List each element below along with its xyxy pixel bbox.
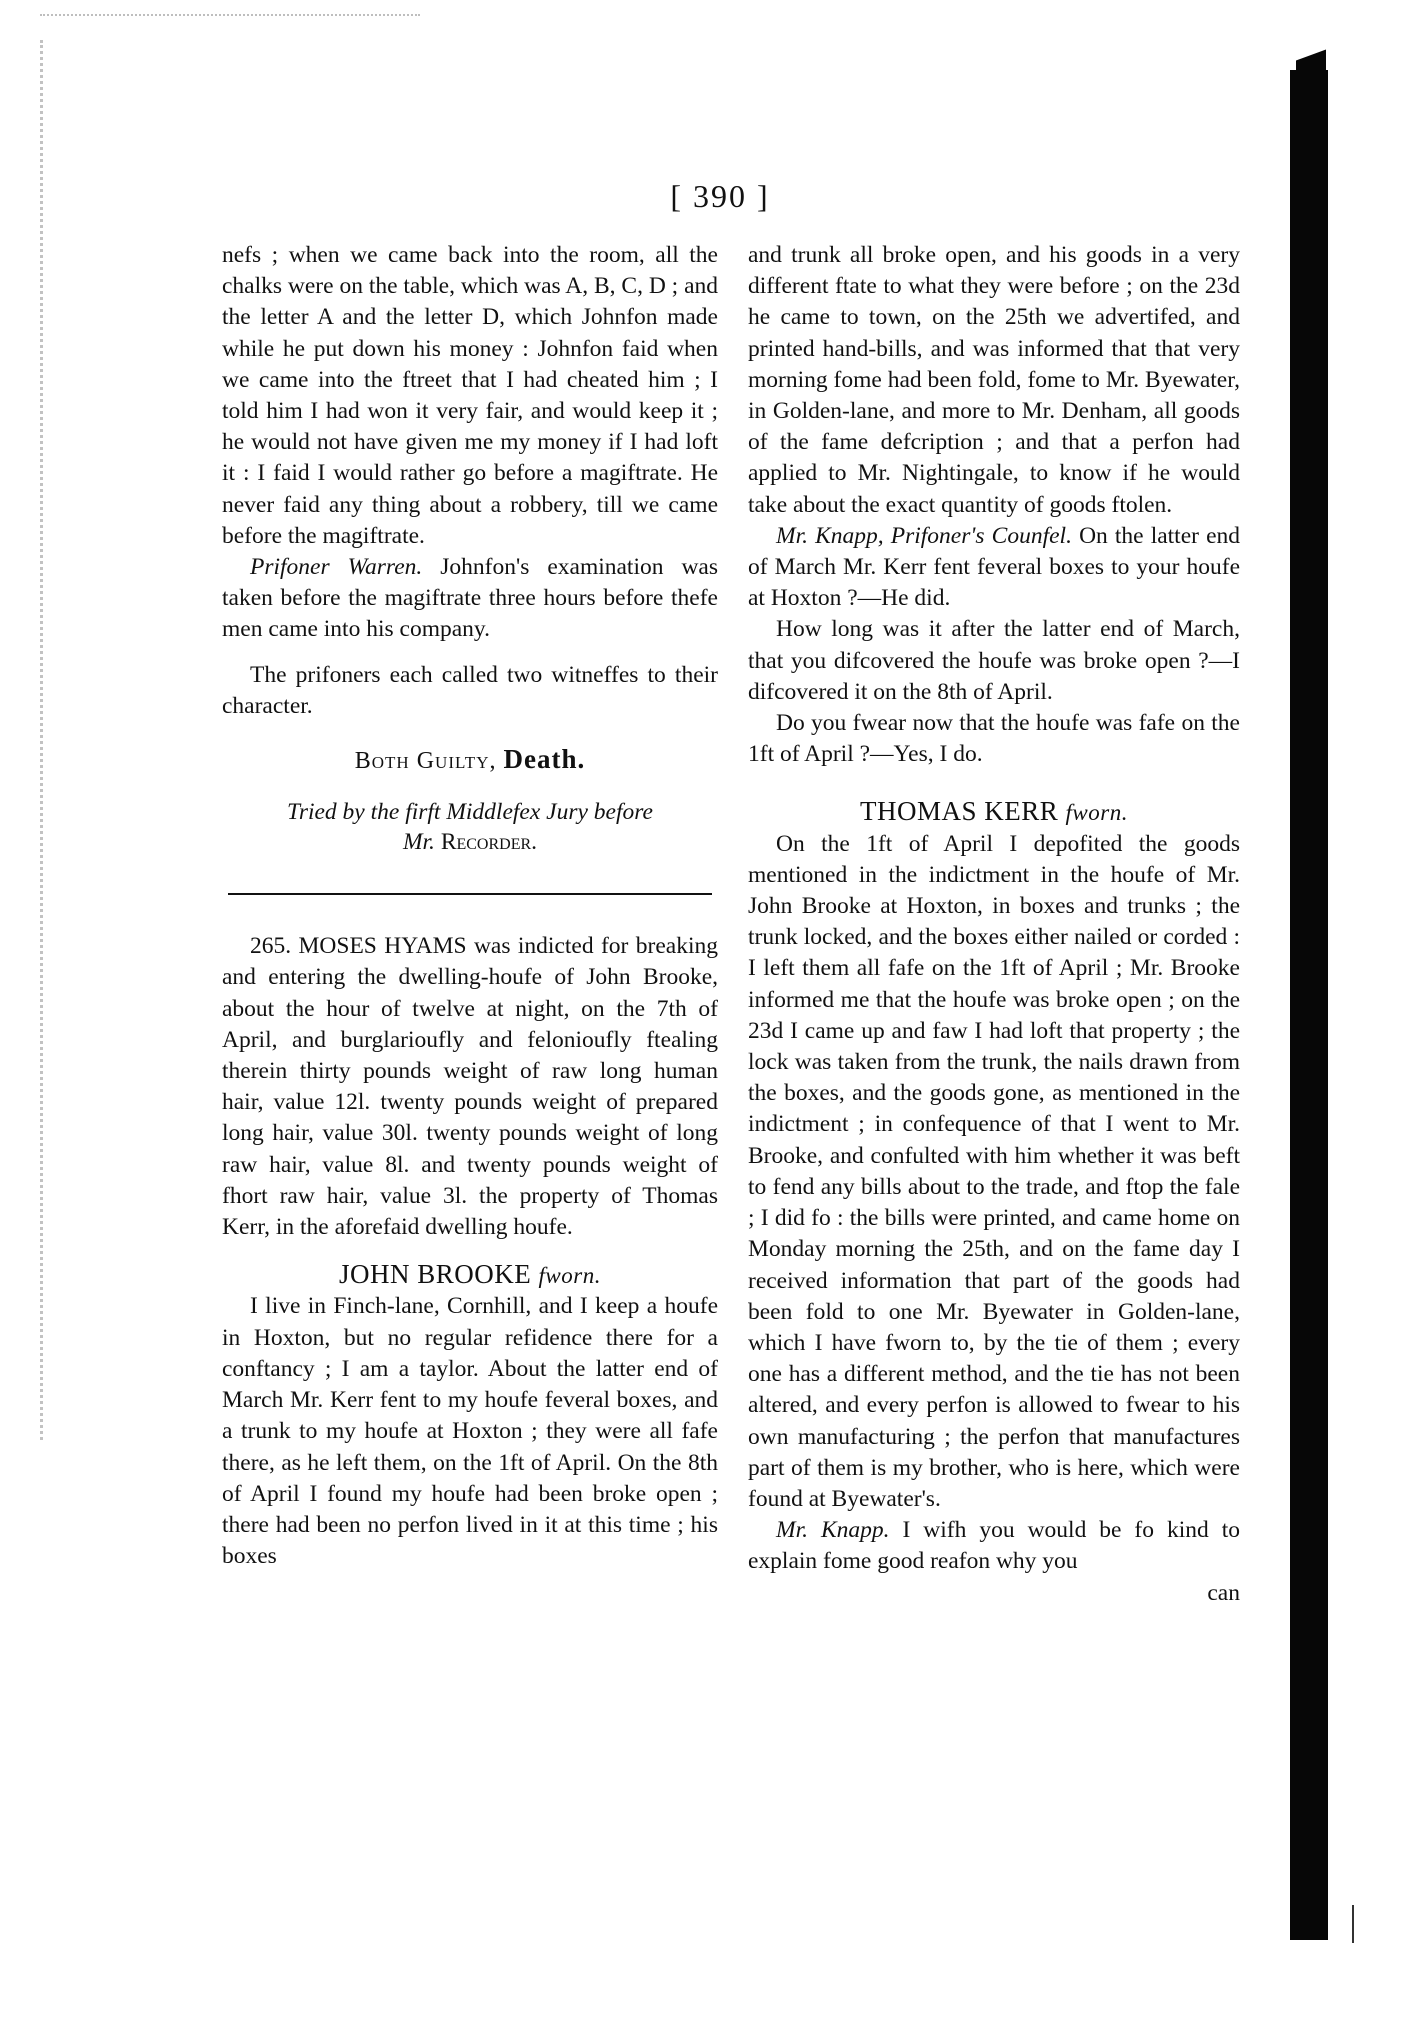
page-edge-mark xyxy=(1352,1905,1354,1943)
catchword: can xyxy=(1207,1579,1240,1606)
paragraph-text: On the latter end of March Mr. Kerr fent feveral boxes to your houfe at Hoxton ?—He did. xyxy=(748,522,1241,612)
paragraph: How long was it after the latter end of March, that you difcovered the houfe was broke open ?—I difcovered it on the 8th of April. xyxy=(748,616,1240,705)
scan-edge-marks-left xyxy=(40,40,61,1440)
witness-heading xyxy=(748,796,1240,828)
verdict xyxy=(222,744,718,777)
paragraph xyxy=(748,1515,1240,1577)
jury-note-recorder: Recorder. xyxy=(440,829,538,856)
speaker-label: Mr. Knapp, Prifoner's Counfel. xyxy=(776,522,1072,549)
paragraph xyxy=(748,521,1240,615)
jury-note xyxy=(222,797,718,857)
paragraph-text: I wifh you would be fo kind to explain fome good reafon why you xyxy=(748,1517,1241,1575)
verdict-label: Both Guilty, xyxy=(354,748,497,775)
section-divider xyxy=(228,893,712,895)
verdict-sentence: Death. xyxy=(503,744,586,775)
speaker-label: Mr. Knapp. xyxy=(776,1517,890,1544)
paragraph: The prifoners each called two witneffes to their character. xyxy=(222,661,718,719)
paragraph: nefs ; when we came back into the room, all the chalks were on the table, which was A, B, C, D ; and the letter A and the letter D, which Johnfon made while he put down his money : Johnfon faid when we came into the ftreet that I had cheated him ; I told him I had won it very fair, and would keep it ; he would not have given me my money if I had loft it : I faid I would rather go before a magiftrate. He never faid any thing about a robbery, till we came before the magiftrate. xyxy=(222,242,719,549)
binding-shadow xyxy=(1290,70,1328,1940)
paragraph: and trunk all broke open, and his goods in a very different ftate to what they were before ; on the 23d he came to town, on the 25th we advertifed, and printed hand-bills, and was informed that that very morning fome had been fold, fome to Mr. Byewater, in Golden-lane, and more to Mr. Denham, all goods of the fame defcription ; and that a perfon had applied to Mr. Nightingale, to know if he would take about the exact quantity of goods ftolen. xyxy=(748,242,1240,518)
case-paragraph: 265. MOSES HYAMS was indicted for breaking and entering the dwelling-houfe of John Brooke, about the hour of twelve at night, on the 7th of April, and burglarioufly and felonioufly ftealing therein thirty pounds weight of raw long human hair, value 12l. twenty pounds weight of prepared long hair, value 30l. twenty pounds weight of long raw hair, value 8l. and twenty pounds weight of fhort raw hair, value 3l. the property of Thomas Kerr, in the aforefaid dwelling houfe. xyxy=(222,933,718,1241)
witness-sworn: fworn. xyxy=(538,1263,601,1289)
paragraph xyxy=(222,552,718,646)
jury-note-line: Tried by the firft Middlefex Jury before xyxy=(287,799,653,826)
right-column xyxy=(748,240,1240,1609)
paragraph-text: Johnfon's examination was taken before the magiftrate three hours before thefe men came into his company. xyxy=(222,554,719,643)
witness-heading xyxy=(222,1259,718,1291)
scan-edge-marks-top xyxy=(40,14,420,46)
page-number: [ 390 ] xyxy=(670,178,770,214)
witness-sworn: fworn. xyxy=(1065,800,1128,826)
paragraph: Do you fwear now that the houfe was fafe on the 1ft of April ?—Yes, I do. xyxy=(748,710,1240,768)
paragraph: I live in Finch-lane, Cornhill, and I keep a houfe in Hoxton, but no regular refidence there for a conftancy ; I am a taylor. About the latter end of March Mr. Kerr fent to my houfe feveral boxes, and a trunk to my houfe at Hoxton ; they were all fafe there, as he left them, on the 1ft of April. On the 8th of April I found my houfe had been broke open ; there had been no perfon lived in it at this time ; his boxes xyxy=(222,1293,718,1570)
paragraph: On the 1ft of April I depofited the goods mentioned in the indictment in the houfe of Mr. John Brooke at Hoxton, in boxes and trunks ; the trunk locked, and the boxes either nailed or corded : I left them all fafe on the 1ft of April ; Mr. Brooke informed me that the houfe was broke open ; on the 23d I came up and faw I had loft that property ; the lock was taken from the trunk, the nails drawn from the boxes, and the goods gone, as mentioned in the indictment ; in confequence of that I went to Mr. Brooke, and confulted with him whether it was beft to fend any bills about to the trade, and ftop the fale ; I did fo : the bills were printed, and came home on Monday morning the 25th, and on the fame day I received information that part of the goods had been fold to one Mr. Byewater in Golden-lane, which I have fworn to, by the tie of them ; every one has a different method, and the tie has not been altered, and every perfon is allowed to fwear to his own manufacturing ; the perfon that manufactures part of them is my brother, who is here, which were found at Byewater's. xyxy=(748,830,1240,1512)
speaker-label: Prifoner Warren. xyxy=(250,554,423,581)
witness-name: THOMAS KERR xyxy=(860,796,1059,827)
jury-note-mr: Mr. xyxy=(402,829,435,856)
left-column xyxy=(222,240,718,1572)
witness-name: JOHN BROOKE xyxy=(339,1259,532,1290)
